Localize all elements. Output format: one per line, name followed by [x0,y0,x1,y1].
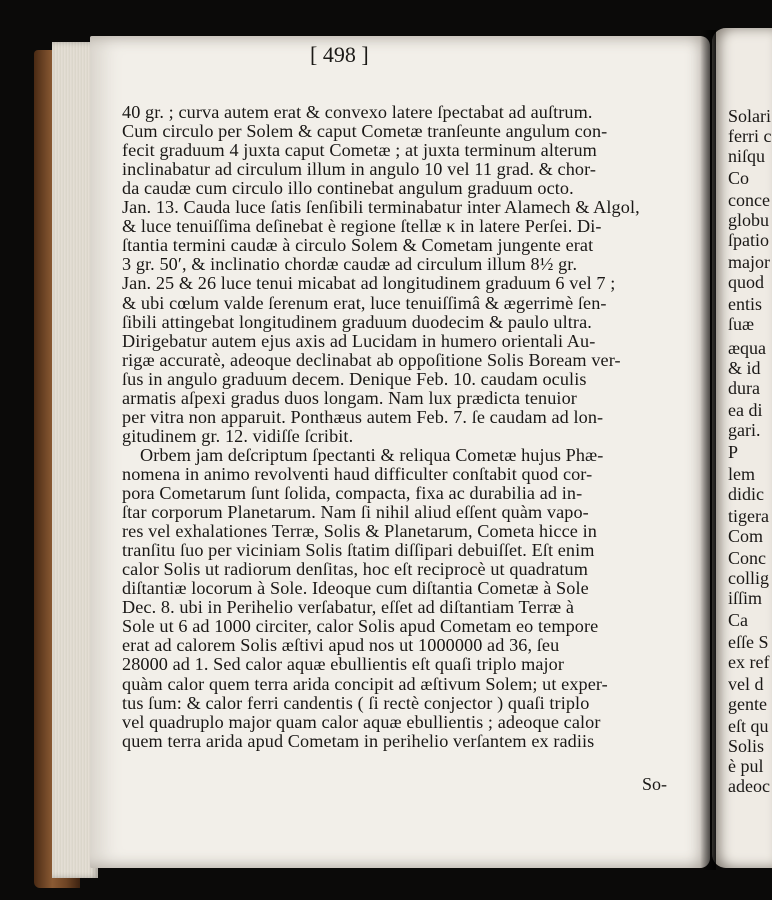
gutter-shadow [700,30,716,870]
text-line: diſtantiæ locorum à Sole. Ideoque cum diſtantia Cometæ à Sole [122,578,589,599]
facing-text-line: & id [728,358,761,378]
facing-text-line: quod [728,272,764,292]
facing-text-line: adeoc [728,776,770,796]
facing-text-line: entis [728,294,762,314]
page-number: [ 498 ] [310,42,369,67]
text-line: pora Cometarum ſunt ſolida, compacta, fixa ac durabilia ad in- [122,483,583,503]
facing-text-line: collig [728,568,769,588]
facing-text-line: Solari [728,106,771,126]
facing-text-line: Com [728,526,764,546]
facing-text-line: ferri c [728,126,772,146]
facing-text-line: ſpatio [728,230,769,250]
facing-text-line: ſuæ [728,314,755,334]
text-line: nomena in animo revolventi haud difficulter conſtabit quod cor- [122,463,593,484]
facing-text-line: conce [728,190,770,210]
text-line: Jan. 13. Cauda luce ſatis ſenſibili terminabatur inter Alamech & Algol, [122,197,640,218]
facing-text-line: tigera [728,506,769,526]
text-line: vel quadruplo major quam calor aquæ ebullientis ; adeoque calor [122,711,601,732]
facing-text-line: gente [728,694,767,714]
facing-text-line: ea di [728,400,763,420]
facing-text-line: æqua [728,338,766,358]
facing-text-line: eſſe S [728,632,769,652]
text-line: armatis aſpexi gradus duos longam. Nam lux prædicta tenuior [122,387,577,408]
text-line: erat ad calorem Solis æſtivi apud nos ut 1000000 ad 36, ſeu [122,635,560,656]
text-line: 28000 ad 1. Sed calor aquæ ebullientis eſt quaſi triplo major [122,654,565,675]
text-line: ſtantia termini caudæ à circulo Solem & Cometam jungente erat [122,235,594,256]
text-line: ſtar corporum Planetarum. Nam ſi nihil aliud eſſent quàm vapo- [122,502,589,523]
facing-text-line: gari. [728,420,761,440]
text-line: quem terra arida apud Cometam in perihelio verſantem ex radiis [122,730,595,751]
facing-text-line: eſt qu [728,716,769,736]
text-line: ſibili attingebat longitudinem graduum duodecim & paulo ultra. [122,311,592,332]
text-line: Dirigebatur autem ejus axis ad Lucidam in humero orientali Au- [122,330,596,351]
facing-text-line: ex ref [728,652,770,672]
facing-page [712,28,772,868]
text-line: tus ſum: & calor ferri candentis ( ſi rectè conjector ) quaſi triplo [122,692,590,713]
text-line: calor Solis ut radiorum denſitas, hoc eſt reciprocè ut quadratum [122,559,588,580]
text-line: Orbem jam deſcriptum ſpectanti & reliqua Cometæ hujus Phæ- [140,444,604,465]
facing-text-line: vel d [728,674,764,694]
text-line: & luce tenuiſſima deſinebat è regione ſtellæ κ in latere Perſei. Di- [122,216,602,237]
text-line: res vel exhalationes Terræ, Solis & Planetarum, Cometa hicce in [122,521,597,542]
facing-text-line: Co [728,168,750,188]
facing-text-line: globu [728,210,770,230]
facing-text-line: Conc [728,548,766,568]
text-line: Jan. 25 & 26 luce tenui micabat ad longitudinem graduum 6 vel 7 ; [122,273,616,294]
text-line: da caudæ cum circulo illo continebat angulum graduum octo. [122,178,574,199]
text-line: tranſitu ſuo per viciniam Solis ſtatim diſſipari debuiſſet. Eſt enim [122,540,595,561]
text-line: gitudinem gr. 12. vidiſſe ſcribit. [122,425,354,446]
catchword: So- [642,774,668,794]
text-line: & ubi cœlum valde ſerenum erat, luce tenuiſſimâ & ægerrimè ſen- [122,292,607,313]
text-line: Sole ut 6 ad 1000 circiter, calor Solis apud Cometam eo tempore [122,616,599,637]
facing-text-line: major [728,252,770,272]
facing-text-line: è pul [728,756,764,776]
facing-text-line: dura [728,378,760,398]
text-line: per vitra non apparuit. Ponthæus autem Feb. 7. ſe caudam ad lon- [122,406,604,427]
text-line: Dec. 8. ubi in Perihelio verſabatur, eſſet ad diſtantiam Terræ à [122,597,575,618]
facing-text-line: Ca [728,610,748,630]
facing-text-line: Solis [728,736,765,756]
text-line: 40 gr. ; curva autem erat & convexo latere ſpectabat ad auſtrum. [122,102,593,122]
facing-text-line: didic [728,484,764,504]
facing-text-line: P [728,442,739,462]
text-line: quàm calor quem terra arida concipit ad æſtivum Solem; ut exper- [122,673,608,694]
text-line: inclinabatur ad circulum illum in angulo 10 vel 11 grad. & chor- [122,159,597,180]
text-line: fecit graduum 4 juxta caput Cometæ ; at juxta terminum alterum [122,140,597,161]
text-line: ſus in angulo graduum decem. Denique Feb. 10. caudam oculis [122,368,587,389]
text-line: rigæ accuratè, adeoque declinabat ab oppoſitione Solis Boream ver- [122,349,621,370]
facing-text-line: iſſim [728,588,763,608]
text-line: 3 gr. 50′, & inclinatio chordæ caudæ ad circulum illum 8½ gr. [122,254,578,275]
facing-text-line: lem [728,464,755,484]
text-line: Cum circulo per Solem & caput Cometæ tranſeunte angulum con- [122,121,608,142]
facing-text-line: niſqu [728,146,766,166]
